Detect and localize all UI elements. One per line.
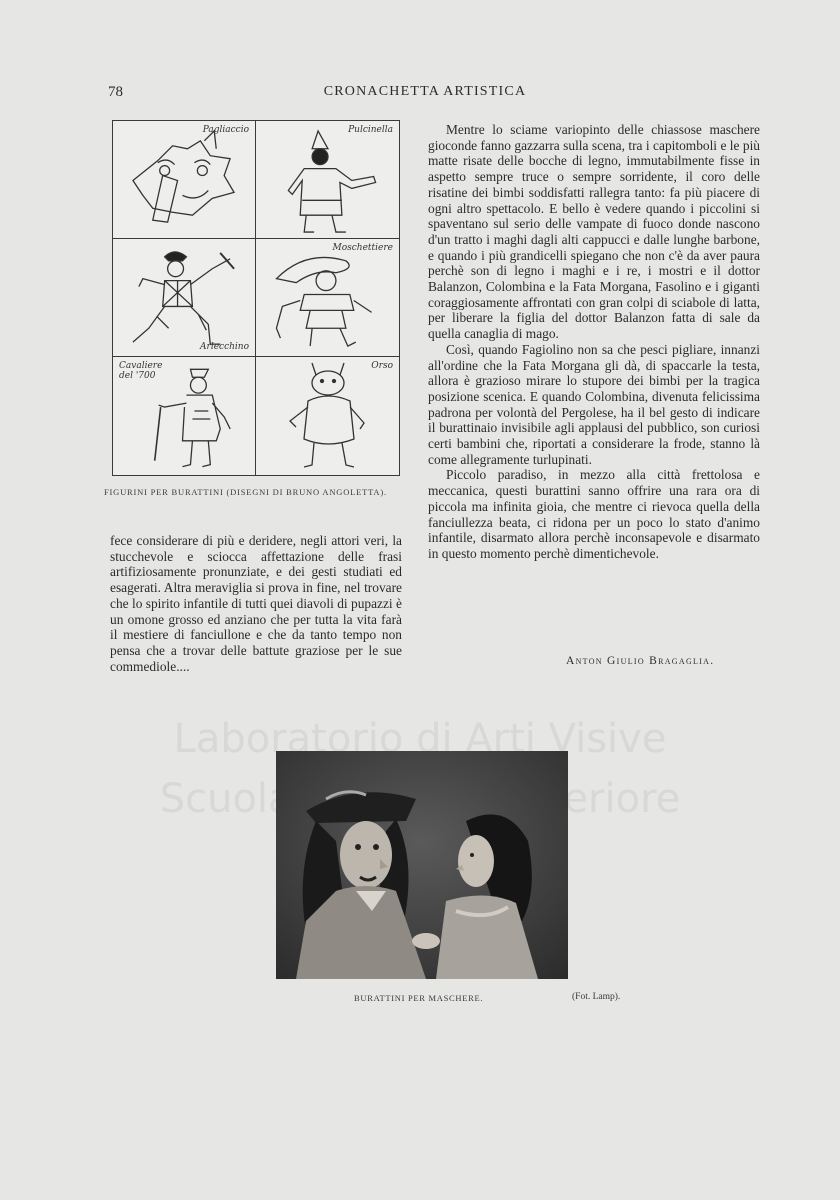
- watermark-line: Scuola Superiore: [159, 776, 681, 822]
- sketch-label: Pulcinella: [348, 125, 393, 135]
- figure-caption: FIGURINI PER BURATTINI (DISEGNI DI BRUNO ANGOLETTA).: [104, 487, 387, 497]
- sketch-label: Arlecchino: [200, 342, 249, 352]
- running-head: [0, 84, 840, 104]
- sketch-label: Orso: [371, 361, 393, 371]
- sketch-moschettiere: [256, 239, 399, 357]
- orso-drawing: [256, 357, 399, 475]
- author-signature: Anton Giulio Bragaglia.: [566, 655, 715, 667]
- sketch-cavaliere: [113, 357, 256, 475]
- pulcinella-drawing: [256, 121, 399, 238]
- page-number: 78: [108, 84, 123, 100]
- article-right-column: [428, 122, 760, 562]
- puppets-photo-image: [276, 751, 568, 979]
- sketch-orso: [256, 357, 399, 475]
- photo-caption: BURATTINI PER MASCHERE.: [354, 993, 484, 1003]
- article-paragraph: Piccolo paradiso, in mezzo alla città frettolosa e meccanica, questi burattini sanno offrire una rara ora di piccola ma infinita gioia, che mentre ci rievoca quella della fanciullezza beata, ci ridona per un poco lo stato d'animo infantile, disarmato allora perchè inconsapevole e disarmato in questo momento perchè dimentichevole.: [428, 467, 760, 561]
- puppet-photograph: [276, 751, 568, 979]
- sketch-pagliaccio: [113, 121, 256, 239]
- sketch-arlecchino: [113, 239, 256, 357]
- watermark-line: Laboratorio di Arti Visive: [173, 716, 667, 762]
- arlecchino-drawing: [113, 239, 255, 356]
- sketch-label: Cavaliere del '700: [119, 361, 163, 381]
- article-paragraph: Così, quando Fagiolino non sa che pesci pigliare, innanzi all'ordine che la Fata Morgana gli dà, di spaccarle la testa, allora è grazioso mirare lo stupore dei bimbi per la tragica posizione scenica. E quando Colombina, divenuta felicissima padrona per volontà del Pergolese, ha il bel gesto di indicare il burattinaio invisibile agli applausi del pubblico, son curiosi certi bambini che, riportati a considerare la frode, stanno là come allegramente turlupinati.: [428, 341, 760, 467]
- article-paragraph: Mentre lo sciame variopinto delle chiassose maschere gioconde fanno gazzarra sulla scena, tra i capitomboli e le più matte risate delle bocche di legno, immutabilmente fisse in aspetto sempre truce o sempre sorridente, il coro delle risatine dei bimbi soddisfatti rallegra tanto: fa più piacere di ogni altro spettacolo. E bello è vedere quando i piccolini si spaventano sul serio delle vampate di fuoco donde nascono d'un tratto i maghi dagli alti cappucci e dalle lunghe barbone, e quando i più grandicelli spiegano che non c'è da aver paura perchè son di legno i maghi e i re, i mostri e il dottor Balanzon, Colombina e la Fata Morgana, Fasolino e i giganti coraggiosamente affrontati con gran colpi di sciabole di latta, per liberare la figlia del dottor Balanzon fatta di sale da quella canaglia di mago.: [428, 122, 760, 342]
- sketch-label: Moschettiere: [332, 243, 393, 253]
- photo-credit: (Fot. Lamp).: [572, 992, 621, 1002]
- article-left-column: [110, 533, 402, 674]
- sketch-label: Pagliaccio: [202, 125, 249, 135]
- moschettiere-drawing: [256, 239, 399, 356]
- puppet-sketch-grid: [112, 120, 400, 476]
- sketch-pulcinella: [256, 121, 399, 239]
- article-paragraph: fece considerare di più e deridere, negli attori veri, la stucchevole e sciocca affettazione delle frasi artifiziosamente pronunziate, e dei gesti studiati ed esagerati. Altra meraviglia si prova in fine, nel trovare che lo spirito infantile di tutti quei diavoli di pupazzi è un omone grosso ed anziano che per tutta la vita farà il mestiere di fanciullone e che da tanto tempo non pensa che a trovar delle battute graziose per le sue commediole....: [110, 533, 402, 674]
- pagliaccio-drawing: [113, 121, 255, 238]
- journal-title: CRONACHETTA ARTISTICA: [323, 84, 527, 99]
